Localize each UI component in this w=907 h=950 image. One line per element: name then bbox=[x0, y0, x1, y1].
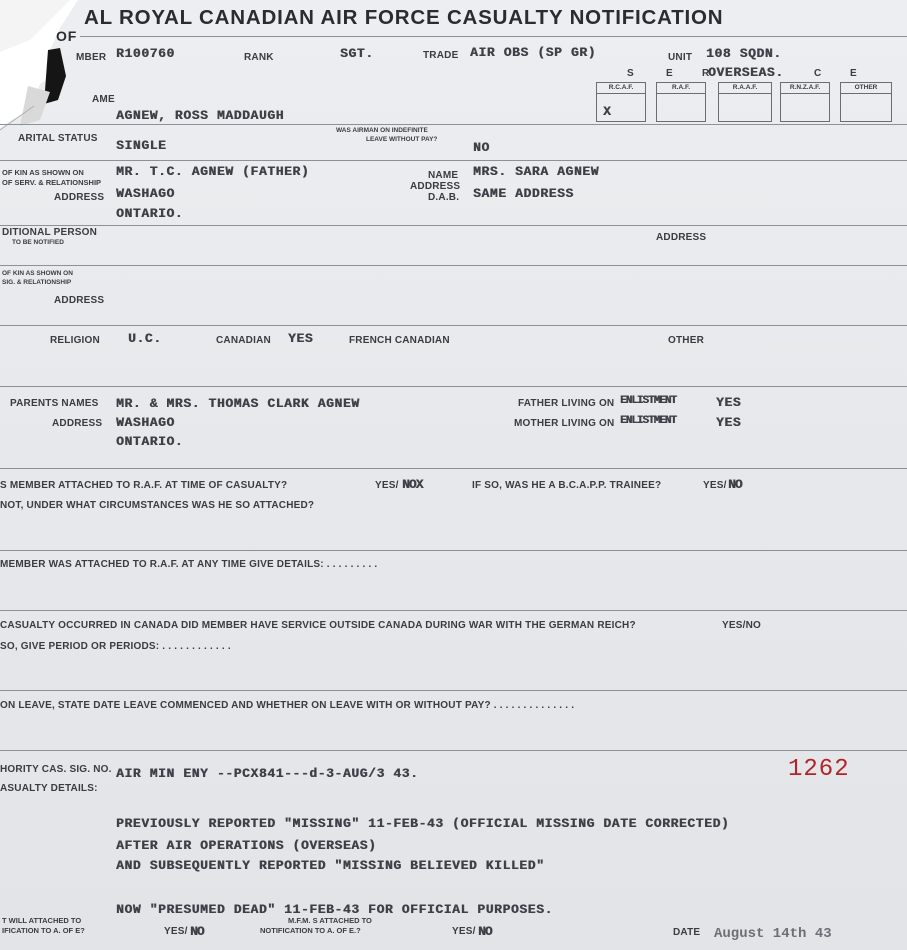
rank-value: SGT. bbox=[340, 46, 374, 61]
parents-names-value: MR. & MRS. THOMAS CLARK AGNEW bbox=[116, 396, 360, 411]
other-label: OTHER bbox=[668, 335, 704, 346]
name-label: AME bbox=[92, 94, 115, 105]
additional-address-label: ADDRESS bbox=[656, 232, 707, 243]
raf-q2-yes: YES/ bbox=[703, 480, 727, 491]
parents-address-2: ONTARIO. bbox=[116, 434, 184, 449]
col-letter-c: C bbox=[814, 68, 822, 79]
father-strike: ENLISTMENT bbox=[620, 395, 677, 407]
box-raf bbox=[656, 82, 706, 122]
col-letter-s: S bbox=[627, 68, 634, 79]
father-living-label: FATHER LIVING ON bbox=[518, 398, 615, 409]
rank-label: RANK bbox=[244, 52, 274, 63]
form-title: AL ROYAL CANADIAN AIR FORCE CASUALTY NOTIFICATION bbox=[84, 6, 724, 29]
leave-value: NO bbox=[473, 140, 490, 155]
mother-living-value: YES bbox=[716, 415, 742, 430]
kin-value-2: WASHAGO bbox=[116, 186, 175, 201]
box-rnzaf-label: R.N.Z.A.F. bbox=[781, 83, 829, 94]
rule-raf-3 bbox=[0, 690, 907, 691]
mfm-label-2: NOTIFICATION TO A. OF E.? bbox=[260, 926, 361, 935]
col-letter-e2: E bbox=[850, 68, 857, 79]
casualty-detail-1: PREVIOUSLY REPORTED "MISSING" 11-FEB-43 (OFFICIAL MISSING DATE CORRECTED) bbox=[116, 816, 730, 831]
box-raaf bbox=[718, 82, 772, 122]
rcaf-mark: X bbox=[603, 104, 612, 119]
mfm-label-1: M.F.M. S ATTACHED TO bbox=[288, 916, 372, 925]
date-label: DATE bbox=[673, 927, 701, 938]
service-number: R100760 bbox=[116, 46, 175, 61]
dab-address-value: SAME ADDRESS bbox=[473, 186, 574, 201]
rule-kinsig bbox=[0, 325, 907, 326]
father-living-value: YES bbox=[716, 395, 742, 410]
dab-label: D.A.B. bbox=[428, 192, 460, 203]
box-other-label: OTHER bbox=[841, 83, 891, 94]
religion-label: RELIGION bbox=[50, 335, 100, 346]
raf-question-4: MEMBER WAS ATTACHED TO R.A.F. AT ANY TIME GIVE DETAILS: . . . . . . . . . bbox=[0, 559, 378, 570]
col-letter-r: R bbox=[702, 68, 710, 79]
box-rcaf-label: R.C.A.F. bbox=[597, 83, 645, 94]
kin-value-1: MR. T.C. AGNEW (FATHER) bbox=[116, 164, 310, 179]
rule-name bbox=[0, 124, 907, 125]
footer-left-label-2: IFICATION TO A. OF E? bbox=[2, 926, 85, 935]
stamp-number: 1262 bbox=[788, 756, 850, 783]
torn-corner-graphic bbox=[0, 0, 95, 150]
box-raaf-label: R.A.A.F. bbox=[719, 83, 771, 94]
parents-names-label: PARENTS NAMES bbox=[10, 398, 99, 409]
raf-q5-answer: YES/NO bbox=[722, 620, 761, 631]
raf-q1-yes: YES/ bbox=[375, 480, 399, 491]
canadian-label: CANADIAN bbox=[216, 335, 271, 346]
casualty-detail-2: AFTER AIR OPERATIONS (OVERSEAS) bbox=[116, 838, 377, 853]
religion-value: U.C. bbox=[128, 331, 162, 346]
leave-label-1: WAS AIRMAN ON INDEFINITE bbox=[336, 127, 428, 134]
footer-left-strike: NO bbox=[190, 924, 204, 939]
leave-question: ON LEAVE, STATE DATE LEAVE COMMENCED AND WHETHER ON LEAVE WITH OR WITHOUT PAY? . . . . . . . . . . . . . . bbox=[0, 700, 575, 711]
kin-address-label: ADDRESS bbox=[54, 192, 105, 203]
rule-additional bbox=[0, 265, 907, 266]
title-rule bbox=[80, 36, 907, 37]
unit-value: 108 SQDN. bbox=[706, 46, 782, 61]
casualty-detail-3: AND SUBSEQUENTLY REPORTED "MISSING BELIEVED KILLED" bbox=[116, 858, 545, 873]
canadian-value: YES bbox=[288, 331, 314, 346]
mfm-strike: NO bbox=[478, 924, 492, 939]
footer-left-label-1: T WILL ATTACHED TO bbox=[2, 916, 82, 925]
french-canadian-label: FRENCH CANADIAN bbox=[349, 335, 450, 346]
box-rnzaf bbox=[780, 82, 830, 122]
parents-address-label: ADDRESS bbox=[52, 418, 103, 429]
rule-kin bbox=[0, 225, 907, 226]
kin-label-1: OF KIN AS SHOWN ON bbox=[2, 168, 84, 177]
kin-value-3: ONTARIO. bbox=[116, 206, 184, 221]
authority-value: AIR MIN ENY --PCX841---d-3-AUG/3 43. bbox=[116, 766, 419, 781]
dab-address-label: ADDRESS bbox=[410, 181, 461, 192]
additional-label-1: DITIONAL PERSON bbox=[2, 227, 98, 238]
mother-strike: ENLISTMENT bbox=[620, 415, 677, 427]
leave-label-2: LEAVE WITHOUT PAY? bbox=[366, 136, 438, 143]
col-letter-e: E bbox=[666, 68, 673, 79]
dab-name-value: MRS. SARA AGNEW bbox=[473, 164, 600, 179]
raf-question-1: S MEMBER ATTACHED TO R.A.F. AT TIME OF CASUALTY? bbox=[0, 480, 288, 491]
rule-marital bbox=[0, 160, 907, 161]
kinsig-address-label: ADDRESS bbox=[54, 295, 105, 306]
rule-raf-1 bbox=[0, 550, 907, 551]
torn-corner-text: OF bbox=[56, 28, 78, 44]
number-label: MBER bbox=[76, 52, 107, 63]
trade-label: TRADE bbox=[423, 50, 459, 61]
overseas-value: OVERSEAS. bbox=[708, 65, 784, 80]
raf-question-2: IF SO, WAS HE A B.C.A.P.P. TRAINEE? bbox=[472, 480, 662, 491]
mfm-yes: YES/ bbox=[452, 926, 476, 937]
footer-left-yes: YES/ bbox=[164, 926, 188, 937]
unit-label: UNIT bbox=[668, 52, 693, 63]
marital-value: SINGLE bbox=[116, 138, 167, 153]
authority-label-2: ASUALTY DETAILS: bbox=[0, 783, 98, 794]
rule-leave bbox=[0, 750, 907, 751]
date-value: August 14th 43 bbox=[714, 926, 832, 942]
box-other bbox=[840, 82, 892, 122]
kinsig-label-1: OF KIN AS SHOWN ON bbox=[2, 270, 73, 277]
rule-parents bbox=[0, 468, 907, 469]
raf-question-3: NOT, UNDER WHAT CIRCUMSTANCES WAS HE SO ATTACHED? bbox=[0, 500, 315, 511]
authority-label-1: HORITY CAS. SIG. NO. bbox=[0, 764, 112, 775]
dab-name-label: NAME bbox=[428, 170, 459, 181]
raf-question-6: SO, GIVE PERIOD OR PERIODS: . . . . . . . . . . . . bbox=[0, 641, 231, 652]
box-raf-label: R.A.F. bbox=[657, 83, 705, 94]
raf-question-5: CASUALTY OCCURRED IN CANADA DID MEMBER HAVE SERVICE OUTSIDE CANADA DURING WAR WITH THE GERMAN REICH? bbox=[0, 620, 636, 631]
additional-label-2: TO BE NOTIFIED bbox=[12, 239, 64, 246]
kinsig-label-2: SIG. & RELATIONSHIP bbox=[2, 279, 72, 286]
name-value: AGNEW, ROSS MADDAUGH bbox=[116, 108, 285, 123]
rule-raf-2 bbox=[0, 610, 907, 611]
casualty-detail-4: NOW "PRESUMED DEAD" 11-FEB-43 FOR OFFICIAL PURPOSES. bbox=[116, 902, 553, 917]
rule-religion bbox=[0, 386, 907, 387]
raf-q1-strike: NOX bbox=[402, 477, 423, 492]
trade-value: AIR OBS (SP GR) bbox=[470, 45, 597, 60]
raf-q2-strike: NO bbox=[728, 477, 742, 492]
parents-address-1: WASHAGO bbox=[116, 415, 175, 430]
kin-label-2: OF SERV. & RELATIONSHIP bbox=[2, 178, 102, 187]
mother-living-label: MOTHER LIVING ON bbox=[514, 418, 615, 429]
marital-label: ARITAL STATUS bbox=[18, 133, 98, 144]
